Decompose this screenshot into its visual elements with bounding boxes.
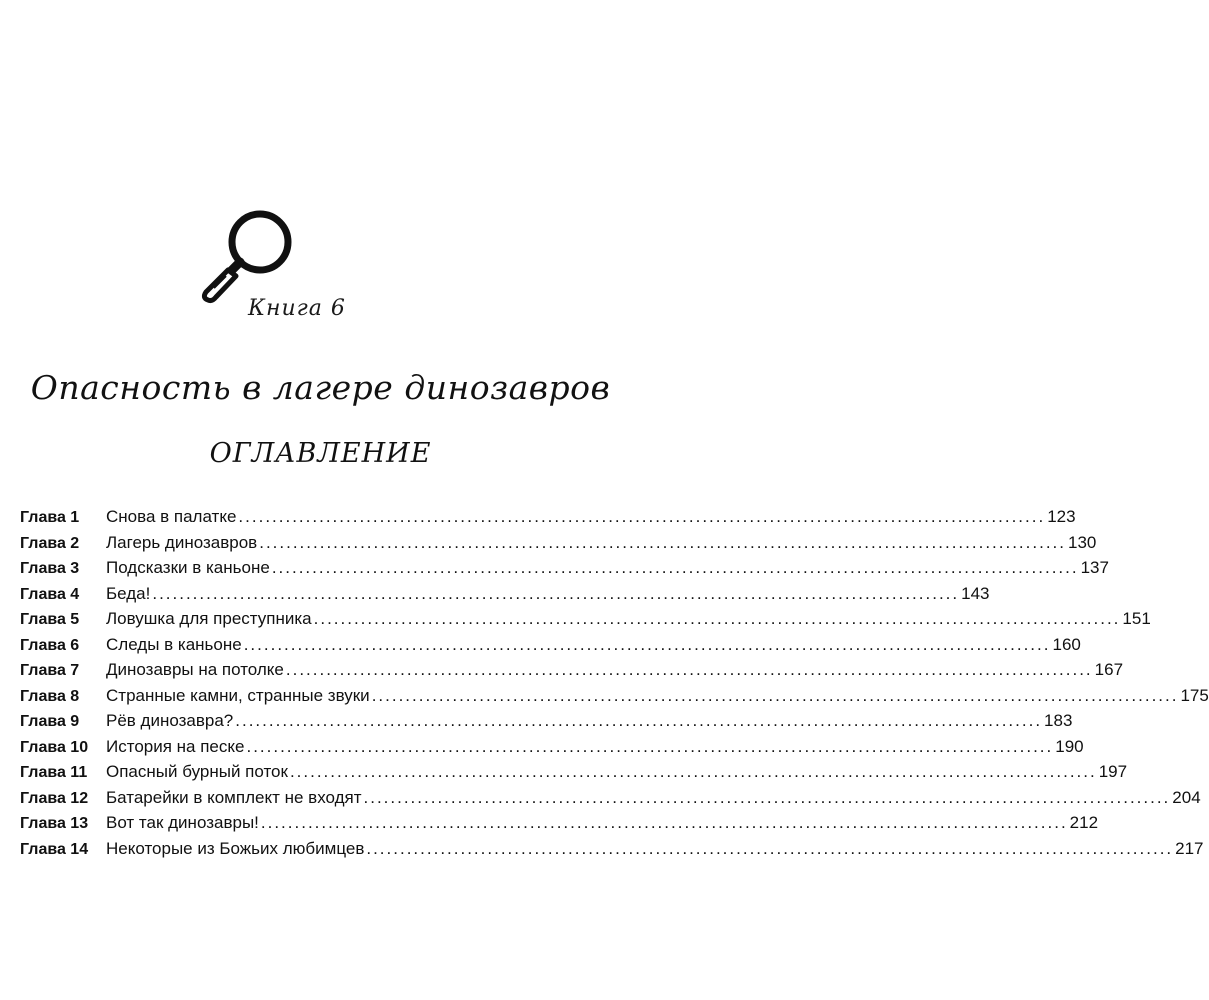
toc-entry[interactable]: [20, 657, 1124, 683]
toc-leader-dots: ........................................................................................................................: [260, 813, 1068, 832]
toc-heading: ОГЛАВЛЕНИЕ: [209, 438, 432, 469]
magnifying-glass-icon: [192, 208, 302, 304]
toc-page-number: 130: [1068, 532, 1097, 552]
toc-leader-dots: ........................................................................................................................: [259, 532, 1066, 552]
toc-page-number: 204: [1172, 787, 1201, 807]
toc-chapter-label: Глава 6: [20, 636, 80, 654]
toc-leader-dots: ........................................................................................................................: [152, 583, 960, 603]
toc-chapter-title: Батарейки в комплект не входят: [106, 787, 362, 807]
toc-page-number: 175: [1180, 685, 1209, 705]
toc-chapter-label: Глава 11: [20, 764, 88, 781]
toc-leader-dots: ........................................................................................................................: [238, 507, 1046, 526]
toc-leader-dots: ........................................................................................................................: [235, 711, 1043, 730]
table-of-contents: [20, 504, 1209, 861]
toc-chapter-title: Вот так динозавры!: [106, 813, 259, 832]
toc-chapter-title: Опасный бурный поток: [106, 762, 288, 781]
toc-entry[interactable]: [20, 683, 1209, 709]
toc-chapter-label: Глава 2: [20, 534, 80, 552]
toc-chapter-title: Некоторые из Божьих любимцев: [106, 838, 365, 858]
toc-entry[interactable]: [20, 810, 1099, 836]
toc-chapter-label: Глава 13: [20, 815, 89, 832]
toc-chapter-title: Подсказки в каньоне: [106, 558, 270, 577]
toc-entry[interactable]: [20, 836, 1204, 862]
toc-leader-dots: ........................................................................................................................: [366, 838, 1174, 858]
toc-chapter-title: Снова в палатке: [106, 507, 237, 526]
toc-chapter-label: Глава 14: [20, 840, 89, 858]
toc-page-number: 212: [1069, 813, 1099, 832]
toc-chapter-label: Глава 5: [20, 611, 80, 628]
toc-entry[interactable]: [20, 734, 1084, 760]
toc-leader-dots: ........................................................................................................................: [289, 762, 1097, 781]
toc-chapter-title: Ловушка для преступника: [106, 609, 312, 628]
toc-entry[interactable]: [20, 632, 1081, 658]
toc-page-number: 190: [1055, 736, 1084, 756]
toc-leader-dots: ........................................................................................................................: [371, 685, 1179, 705]
book-title: Опасность в лагере динозавров: [30, 368, 611, 407]
toc-chapter-label: Глава 1: [20, 509, 80, 526]
toc-entry[interactable]: [20, 759, 1128, 785]
toc-page-number: 137: [1080, 558, 1109, 577]
toc-page-number: 217: [1175, 838, 1204, 858]
toc-page-number: 151: [1122, 609, 1151, 628]
toc-leader-dots: ........................................................................................................................: [285, 660, 1093, 679]
toc-leader-dots: ........................................................................................................................: [363, 787, 1171, 807]
toc-chapter-label: Глава 3: [20, 560, 80, 577]
toc-leader-dots: ........................................................................................................................: [243, 634, 1051, 654]
toc-chapter-label: Глава 12: [20, 789, 89, 807]
toc-leader-dots: ........................................................................................................................: [271, 558, 1079, 577]
toc-entry[interactable]: [20, 785, 1201, 811]
toc-page-number: 160: [1052, 634, 1081, 654]
toc-entry[interactable]: [20, 606, 1151, 632]
toc-page-number: 197: [1098, 762, 1128, 781]
toc-leader-dots: ........................................................................................................................: [313, 609, 1121, 628]
toc-page-number: 143: [961, 583, 990, 603]
toc-entry[interactable]: [20, 581, 990, 607]
toc-chapter-title: Рёв динозавра?: [106, 711, 234, 730]
toc-chapter-label: Глава 4: [20, 585, 80, 603]
toc-chapter-label: Глава 8: [20, 687, 80, 705]
toc-page-number: 167: [1094, 660, 1124, 679]
toc-entry[interactable]: [20, 504, 1076, 530]
toc-chapter-title: Динозавры на потолке: [106, 660, 284, 679]
toc-page-number: 123: [1047, 507, 1076, 526]
toc-chapter-label: Глава 10: [20, 738, 89, 756]
toc-entry[interactable]: [20, 530, 1097, 556]
toc-chapter-label: Глава 9: [20, 713, 80, 730]
toc-page-number: 183: [1044, 711, 1073, 730]
toc-chapter-label: Глава 7: [20, 662, 80, 679]
toc-chapter-title: Странные камни, странные звуки: [106, 685, 370, 705]
toc-chapter-title: Беда!: [106, 583, 151, 603]
toc-leader-dots: ........................................................................................................................: [246, 736, 1054, 756]
toc-chapter-title: Следы в каньоне: [106, 634, 242, 654]
toc-chapter-title: История на песке: [106, 736, 245, 756]
toc-entry[interactable]: [20, 708, 1073, 734]
toc-chapter-title: Лагерь динозавров: [106, 532, 258, 552]
book-number: Книга 6: [248, 296, 346, 321]
toc-entry[interactable]: [20, 555, 1109, 581]
